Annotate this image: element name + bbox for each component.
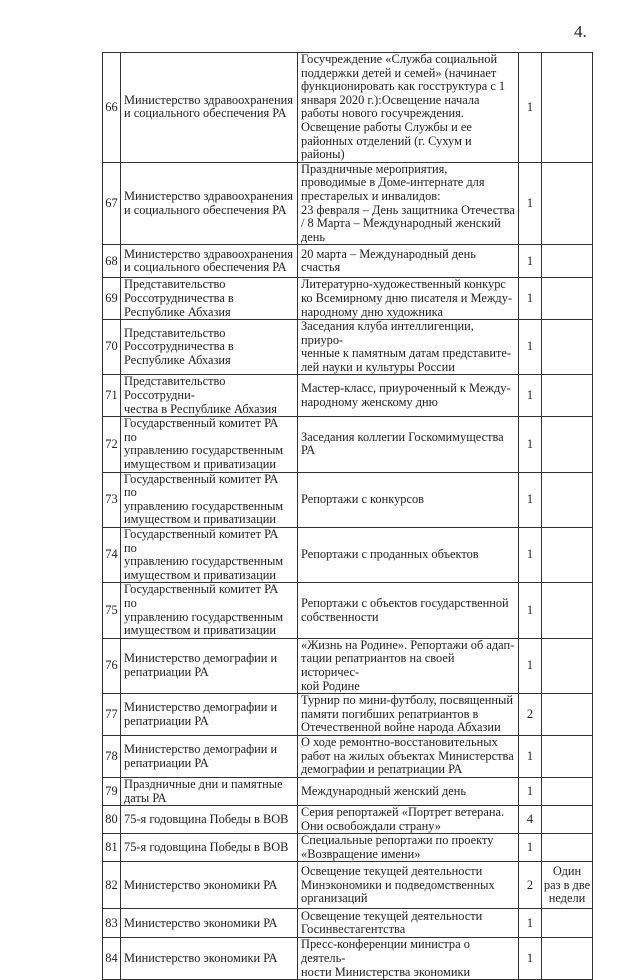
event-cell: Госучреждение «Служба социальной поддержки детей и семей» (начинает функционировать как госструктура с 1 января 2020 г.):Освещение начала работы нового госучреждения. Освещение работы Службы и ее районных отделений (г. Сухум и районы)	[298, 53, 519, 163]
note-cell	[542, 834, 593, 862]
event-cell: Репортажи с конкурсов	[298, 472, 519, 527]
count-cell: 1	[519, 528, 542, 583]
row-number: 83	[103, 909, 121, 938]
count-cell: 1	[519, 162, 542, 245]
count-cell: 1	[519, 320, 542, 375]
count-cell: 1	[519, 638, 542, 693]
table-row	[103, 777, 593, 805]
table-row	[103, 278, 593, 320]
count-cell: 2	[519, 862, 542, 909]
count-cell: 1	[519, 834, 542, 862]
organization-cell: 75-я годовщина Победы в ВОВ	[121, 834, 298, 862]
table-row	[103, 472, 593, 527]
organization-cell: Министерство здравоохранения и социального обеспечения РА	[121, 53, 298, 163]
row-number: 72	[103, 417, 121, 472]
event-cell: 20 марта – Международный день счастья	[298, 245, 519, 278]
count-cell: 1	[519, 417, 542, 472]
event-cell: Репортажи с объектов государственной собственности	[298, 583, 519, 638]
note-cell	[542, 162, 593, 245]
note-cell	[542, 938, 593, 980]
organization-cell: Государственный комитет РА по управлению государственным имуществом и приватизации	[121, 417, 298, 472]
count-cell: 1	[519, 472, 542, 527]
note-cell	[542, 583, 593, 638]
event-cell: О ходе ремонтно-восстановительных работ на жилых объектах Министерства демографии и репатриации РА	[298, 736, 519, 778]
note-cell	[542, 472, 593, 527]
note-cell	[542, 806, 593, 834]
table-row	[103, 806, 593, 834]
event-cell: «Жизнь на Родине». Репортажи об адап- тации репатриантов на своей историчес- кой Родине	[298, 638, 519, 693]
organization-cell: Министерство здравоохранения и социального обеспечения РА	[121, 162, 298, 245]
event-cell: Мастер-класс, приуроченный к Между- народному женскому дню	[298, 375, 519, 417]
row-number: 66	[103, 53, 121, 163]
row-number: 81	[103, 834, 121, 862]
event-cell: Освещение текущей деятельности Госинвестагентства	[298, 909, 519, 938]
note-cell	[542, 375, 593, 417]
note-cell	[542, 694, 593, 736]
count-cell: 1	[519, 938, 542, 980]
event-cell: Заседания клуба интеллигенции, приуро- ченные к памятным датам представите- лей науки и культуры России	[298, 320, 519, 375]
table-row	[103, 638, 593, 693]
organization-cell: Государственный комитет РА по управлению государственным имуществом и приватизации	[121, 528, 298, 583]
row-number: 69	[103, 278, 121, 320]
count-cell: 4	[519, 806, 542, 834]
count-cell: 1	[519, 583, 542, 638]
note-cell	[542, 417, 593, 472]
event-cell: Праздничные мероприятия, проводимые в Доме-интернате для престарелых и инвалидов: 23 февраля – День защитника Отечества / 8 Марта – Международный женский день	[298, 162, 519, 245]
event-cell: Турнир по мини-футболу, посвященный памяти погибших репатриантов в Отечественной войне народа Абхазии	[298, 694, 519, 736]
row-number: 76	[103, 638, 121, 693]
organization-cell: Представительство Россотрудничества в Республике Абхазия	[121, 320, 298, 375]
note-cell	[542, 909, 593, 938]
row-number: 82	[103, 862, 121, 909]
event-cell: Специальные репортажи по проекту «Возвращение имени»	[298, 834, 519, 862]
row-number: 68	[103, 245, 121, 278]
note-cell	[542, 320, 593, 375]
row-number: 77	[103, 694, 121, 736]
count-cell: 1	[519, 278, 542, 320]
organization-cell: Министерство экономики РА	[121, 862, 298, 909]
organization-cell: Министерство экономики РА	[121, 938, 298, 980]
organization-cell: Министерство демографии и репатриации РА	[121, 694, 298, 736]
event-cell: Заседания коллегии Госкомимущества РА	[298, 417, 519, 472]
event-cell: Пресс-конференции министра о деятель- ности Министерства экономики	[298, 938, 519, 980]
table-row	[103, 162, 593, 245]
count-cell: 1	[519, 777, 542, 805]
organization-cell: Министерство экономики РА	[121, 909, 298, 938]
note-cell	[542, 245, 593, 278]
table-row	[103, 375, 593, 417]
count-cell: 1	[519, 736, 542, 778]
table-row	[103, 245, 593, 278]
organization-cell: Министерство здравоохранения и социального обеспечения РА	[121, 245, 298, 278]
organization-cell: Представительство Россотрудничества в Республике Абхазия	[121, 278, 298, 320]
row-number: 71	[103, 375, 121, 417]
row-number: 73	[103, 472, 121, 527]
table-row	[103, 417, 593, 472]
note-cell	[542, 638, 593, 693]
organization-cell: Министерство демографии и репатриации РА	[121, 638, 298, 693]
note-cell	[542, 528, 593, 583]
schedule-table	[102, 52, 593, 980]
table-row	[103, 583, 593, 638]
table-row	[103, 320, 593, 375]
note-cell	[542, 278, 593, 320]
event-cell: Освещение текущей деятельности Минэкономики и подведомственных организаций	[298, 862, 519, 909]
note-cell	[542, 777, 593, 805]
event-cell: Литературно-художественный конкурс ко Всемирному дню писателя и Между- народному дню художника	[298, 278, 519, 320]
table-row	[103, 834, 593, 862]
event-cell: Международный женский день	[298, 777, 519, 805]
table-row	[103, 736, 593, 778]
table-row	[103, 528, 593, 583]
row-number: 84	[103, 938, 121, 980]
table-row	[103, 862, 593, 909]
organization-cell: Представительство Россотрудни- чества в Республике Абхазия	[121, 375, 298, 417]
organization-cell: Праздничные дни и памятные даты РА	[121, 777, 298, 805]
organization-cell: 75-я годовщина Победы в ВОВ	[121, 806, 298, 834]
event-cell: Репортажи с проданных объектов	[298, 528, 519, 583]
row-number: 79	[103, 777, 121, 805]
note-cell	[542, 736, 593, 778]
count-cell: 1	[519, 375, 542, 417]
count-cell: 2	[519, 694, 542, 736]
note-cell: Один раз в две недели	[542, 862, 593, 909]
table-row	[103, 694, 593, 736]
row-number: 67	[103, 162, 121, 245]
organization-cell: Государственный комитет РА по управлению государственным имуществом и приватизации	[121, 472, 298, 527]
note-cell	[542, 53, 593, 163]
count-cell: 1	[519, 53, 542, 163]
table-row	[103, 909, 593, 938]
organization-cell: Государственный комитет РА по управлению государственным имуществом и приватизации	[121, 583, 298, 638]
row-number: 75	[103, 583, 121, 638]
row-number: 70	[103, 320, 121, 375]
event-cell: Серия репортажей «Портрет ветерана. Они освобождали страну»	[298, 806, 519, 834]
table-row	[103, 53, 593, 163]
row-number: 78	[103, 736, 121, 778]
row-number: 74	[103, 528, 121, 583]
row-number: 80	[103, 806, 121, 834]
table-row	[103, 938, 593, 980]
organization-cell: Министерство демографии и репатриации РА	[121, 736, 298, 778]
count-cell: 1	[519, 909, 542, 938]
count-cell: 1	[519, 245, 542, 278]
page-number: 4.	[574, 22, 587, 41]
